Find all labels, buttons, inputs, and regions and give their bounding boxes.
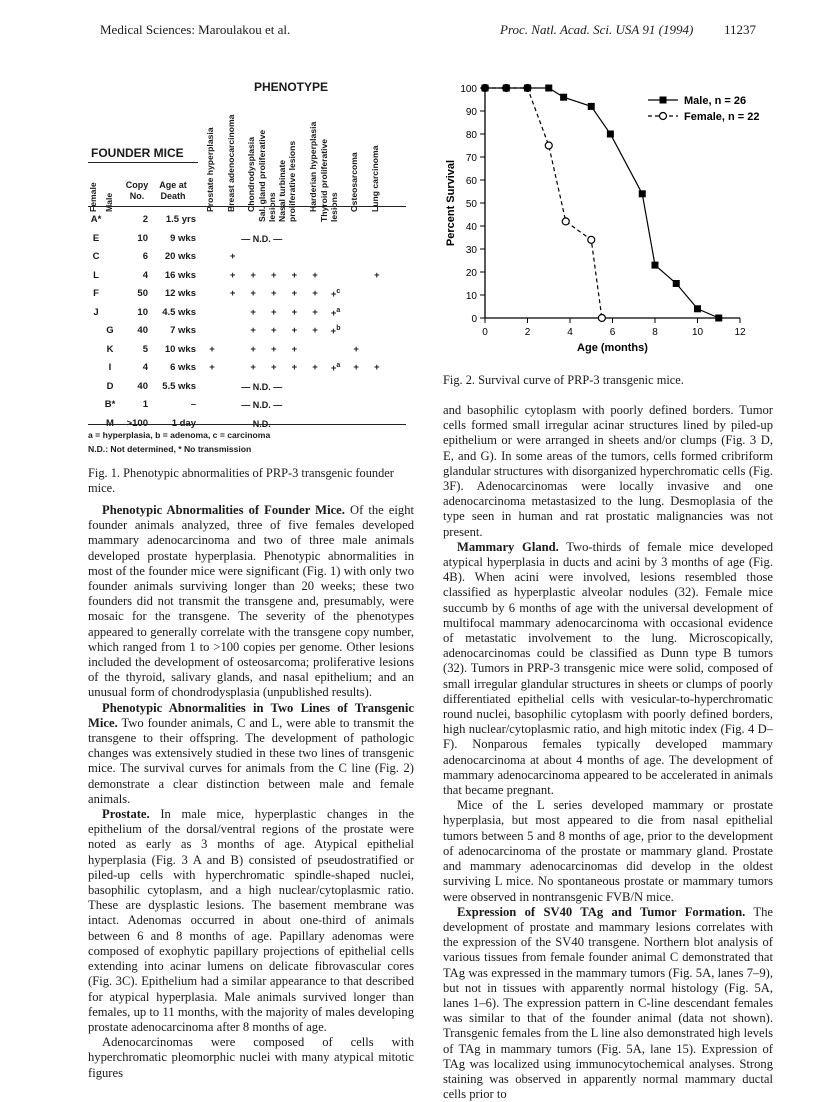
column-header-line: No. [129, 191, 145, 201]
x-axis-label: Age (months) [577, 342, 648, 354]
paragraph [443, 403, 773, 540]
figure2-survival-chart [440, 78, 770, 368]
phenotype-title: PHENOTYPE [254, 80, 329, 94]
phenotype-mark-text: + [291, 325, 298, 336]
age-at-death: – [190, 399, 196, 410]
copy-number: 40 [137, 380, 148, 392]
phenotype-mark [264, 288, 284, 299]
section-heading: Expression of SV40 TAg and Tumor Formation. [457, 904, 746, 919]
phenotype-mark [305, 270, 325, 281]
phenotype-mark-text: + [271, 269, 277, 281]
phenotype-mark [264, 362, 284, 373]
age-at-death: 16 wks [164, 269, 196, 281]
y-tick-label: 100 [460, 84, 477, 95]
phenotype-header: Sal. gland proliferative lesions [256, 129, 277, 222]
paragraph-text: Two-thirds of female mice developed atypical hyperplasia in ducts and acini by 3 months of age (Fig. 4B). When acini were involved, lesions resembled those classified as hyperplastic alveolar nodules (32). Female mice succumb by 6 months of age with the universal development of multifocal mammary adenocarcinoma with occasional evidence of metastatic involvement to the lung. Microscopically, adenocarcinomas could be classified as Dunn type B tumors (32). Tumors in PRP-3 transgenic mice were solid, composed of small irregular glandular structures in sheets or clumps of poorly differentiated epithelial cells with vesicular-to-hyperchromatic round nuclei, basophilic cytoplasm with poorly defined borders, high nuclear/cytoplasmic ratio, and high mitotic index (Fig. 4 D–F). Nonparous females typically developed mammary adenocarcinoma at about 4 months of age. The development of mammary adenocarcinoma appeared to be accelerated in animals that became pregnant. [443, 539, 773, 798]
figure1-table [84, 80, 414, 460]
phenotype-mark [284, 307, 304, 318]
phenotype-mark [305, 307, 325, 318]
phenotype-mark-text: + [291, 306, 298, 318]
female-id: F [93, 288, 99, 299]
section-heading: Prostate. [102, 807, 150, 822]
phenotype-mark [326, 362, 346, 374]
phenotype-mark [326, 325, 346, 337]
phenotype-mark-text: + [291, 288, 298, 299]
male-data-point [560, 94, 567, 101]
copy-number: 40 [137, 325, 148, 336]
phenotype-mark-text: + [271, 343, 277, 355]
phenotype-mark-text: + [209, 362, 215, 373]
age-at-death: 4.5 wks [162, 306, 196, 318]
phenotype-mark [305, 325, 325, 336]
paragraph-text: In male mice, hyperplastic changes in the epithelium of the dorsal/ventral regions of the prostate were noted as early as 3 months of age. Atypical epithelial hyperplasia (Fig. 3 A and B) consisted of pseudostratified or piled-up cells with hyperchromatic spindle-shaped nuclei, basophilic cytoplasm, and a high nuclear/cytoplasmic ratio. These are dysplastic lesions. The basement membrane was intact. Adenomas occurred in about one-third of animals between 6 and 8 months of age. Papillary adenomas were composed of exophytic papillary projections of epithelial cells extending into acinar lumens on delicate fibrovascular cores (Fig. 3C). Epithelium had a similar appearance to that described for atypical hyperplasia. Male animals survived longer than females, up to 11 months, with the majority of males developing prostate adenocarcinoma after 8 months of age. [88, 807, 414, 1034]
x-tick-label: 12 [734, 327, 746, 338]
male-data-point [673, 280, 680, 287]
x-tick-label: 8 [652, 327, 658, 338]
phenotype-mark-text: + [312, 306, 318, 318]
male-data-point [482, 85, 489, 92]
header-rule [88, 206, 406, 207]
paragraph [443, 798, 773, 904]
survival-chart-svg [440, 78, 770, 368]
journal-citation: Proc. Natl. Acad. Sci. USA 91 (1994) [500, 22, 694, 37]
phenotype-mark-text: + [312, 325, 318, 336]
paragraph [88, 503, 414, 701]
footnote-lesions: a = hyperplasia, b = adenoma, c = carcinoma [88, 430, 271, 440]
phenotype-mark [284, 270, 304, 281]
paragraph [88, 807, 414, 1035]
copy-number: 5 [142, 343, 148, 355]
column-header [152, 180, 194, 202]
phenotype-header: Prostate hyperplasia [205, 127, 215, 212]
phenotype-mark-text: + [353, 343, 359, 355]
paragraph-text: Adenocarcinomas were composed of cells with hyperchromatic pleomorphic nuclei with many atypical mitotic figures [88, 1035, 414, 1080]
phenotype-mark-text: +$^b$ [330, 325, 341, 338]
phenotype-mark [326, 288, 346, 300]
age-at-death: 6 wks [170, 362, 196, 373]
phenotype-header: Harderian hyperplasia [308, 121, 318, 212]
phenotype-mark [305, 362, 325, 373]
male-data-point [715, 315, 722, 322]
phenotype-mark [243, 325, 263, 336]
male-data-point [545, 85, 552, 92]
section-heading: Phenotypic Abnormalities in Two Lines of Transgenic Mice. [88, 700, 414, 730]
phenotype-mark [264, 270, 284, 281]
paragraph-text: The development of prostate and mammary lesions correlates with the expression of the SV40 transgene. Northern blot analysis of various tissues from female founder animal C demonstrated that TAg was expressed in the mammary tumors (Fig. 5A, lanes 7–9), but not in tissues with apparently normal histology (Fig. 5A, lanes 1–6). The expression pattern in C-line descendant females was similar to that of the founder animal (data not shown). Transgenic females from the L line also demonstrated high levels of TAg in mammary tumors (Fig. 5A, lane 15). Expression of TAg was localized using immunocytochemical analyses. Strong staining was observed in apparently normal mammary ductal cells prior to [443, 904, 773, 1102]
age-at-death: 9 wks [170, 232, 196, 244]
copy-number: 10 [137, 306, 148, 318]
copy-number: 10 [137, 232, 148, 244]
age-at-death: 1 day [171, 417, 196, 429]
copy-number: 4 [142, 362, 148, 373]
phenotype-mark-text: + [250, 306, 256, 318]
phenotype-header: Thyroid proliferative lesions [318, 138, 339, 222]
male-data-point [639, 190, 646, 197]
y-tick-label: 0 [471, 314, 477, 325]
age-at-death: 12 wks [164, 288, 196, 299]
age-at-death: 20 wks [164, 251, 196, 262]
phenotype-mark-text: + [374, 362, 380, 373]
copy-number: 4 [142, 269, 148, 281]
y-tick-label: 10 [465, 291, 477, 302]
male-id: B* [104, 399, 116, 410]
paragraph-text: Mice of the L series developed mammary or prostate hyperplasia, but most appeared to die from nasal epithelial tumors between 5 and 8 months of age, prior to the development of adenocarcinoma of the prostate or mammary gland. Prostate and mammary adenocarcinomas did develop in the oldest surviving L mice. No spontaneous prostate or mammary tumors were observed in nontransgenic FVB/N mice. [443, 798, 773, 904]
column-header-line: Copy [125, 180, 149, 190]
table-bottom-rule [88, 424, 406, 425]
phenotype-mark-text: + [250, 362, 256, 373]
y-tick-label: 60 [465, 176, 477, 187]
y-tick-label: 20 [465, 268, 477, 279]
column-header: Male [104, 192, 114, 212]
phenotype-mark [305, 288, 325, 299]
copy-number: >100 [126, 417, 148, 429]
legend-label: Female, n = 22 [684, 111, 760, 123]
phenotype-header: Nasal turbinate proliferative lesions [277, 140, 298, 222]
phenotype-mark [346, 344, 366, 355]
phenotype-mark [264, 344, 284, 355]
running-header-authors: Medical Sciences: Maroulakou et al. [100, 22, 291, 37]
phenotype-mark [202, 344, 222, 355]
section-heading: Phenotypic Abnormalities of Founder Mice. [102, 503, 345, 517]
phenotype-mark [326, 307, 346, 319]
phenotype-mark [243, 344, 263, 355]
female-id: C [92, 251, 100, 262]
not-determined-label: — N.D. — [241, 381, 283, 392]
phenotype-mark [367, 270, 387, 281]
legend-marker [660, 97, 667, 104]
phenotype-header: Osteosarcoma [349, 152, 360, 212]
paragraph [88, 701, 414, 807]
y-tick-label: 50 [465, 199, 477, 210]
phenotype-mark-text: + [271, 362, 277, 373]
not-determined-label: — N.D. — [241, 233, 283, 244]
phenotype-mark-text: + [229, 251, 236, 262]
paragraph-text: Two founder animals, C and L, were able to transmit the transgene to their offspring. The development of pathologic changes was extensively studied in these two lines of transgenic mice. The survival curves for animals from the C line (Fig. 2) demonstrate a clear distinction between male and female animals. [88, 715, 414, 806]
phenotype-mark-text: + [209, 343, 215, 355]
phenotype-mark-text: + [250, 325, 256, 336]
not-determined-label: — N.D. — [241, 400, 283, 410]
paragraph-text: Of the eight founder animals analyzed, three of five females developed mammary adenocarcinoma and two of three male animals developed prostate hyperplasia. Phenotypic abnormalities in most of the founder mice were significant (Fig. 1) with only two founder animals surviving longer than 20 weeks; these two founders did not transmit the transgene and, presumably, were mosaic for the transgene. The severity of the phenotypes appeared to generally correlate with the transgene copy number, which ranged from 1 to >100 copies per genome. Other lesions included the development of osteosarcoma; proliferative lesions of the thyroid, salivary glands, and nasal epithelium; and an unusual form of chondrodysplasia (unpublished results). [88, 503, 414, 700]
column-header-line: Death [160, 191, 186, 201]
running-header-journal [500, 22, 756, 38]
male-id: K [106, 343, 114, 355]
x-tick-label: 0 [482, 327, 488, 338]
phenotype-mark-text: + [250, 269, 256, 281]
column-header-line: Age at [159, 180, 187, 190]
female-id: E [92, 232, 100, 244]
phenotype-mark-text: + [229, 288, 236, 299]
phenotype-mark-text: + [312, 362, 318, 373]
male-data-point [694, 305, 701, 312]
y-tick-label: 90 [465, 107, 477, 118]
female-data-point [588, 236, 595, 243]
legend-marker [660, 113, 667, 120]
phenotype-mark [223, 288, 243, 299]
y-axis-label: Percent Survival [445, 159, 457, 247]
copy-number: 6 [142, 251, 148, 262]
founder-mice-title: FOUNDER MICE [91, 146, 184, 160]
phenotype-mark-text: + [312, 288, 318, 299]
age-at-death: 1.5 yrs [165, 214, 196, 225]
x-tick-label: 4 [567, 327, 573, 338]
phenotype-mark [264, 325, 284, 336]
female-data-point [545, 142, 552, 149]
y-tick-label: 80 [465, 130, 477, 141]
age-at-death: 5.5 wks [162, 380, 196, 392]
female-id: L [93, 269, 99, 281]
phenotype-mark [243, 362, 263, 373]
phenotype-mark-text: +$^a$ [330, 306, 341, 319]
male-data-point [588, 103, 595, 110]
y-tick-label: 30 [465, 245, 477, 256]
female-id: J [93, 306, 99, 318]
phenotype-header: Lung carcinoma [369, 145, 380, 212]
male-id: I [108, 362, 112, 373]
male-data-point [607, 131, 614, 138]
phenotype-mark [202, 362, 222, 373]
series-line [485, 88, 602, 318]
phenotype-mark-text: + [291, 269, 298, 281]
right-column-text [443, 403, 773, 1102]
male-data-point [503, 85, 510, 92]
phenotype-mark [346, 362, 366, 373]
footnote-nd: N.D.: Not determined, * No transmission [88, 444, 252, 454]
founder-title-rule [88, 162, 198, 163]
not-determined-label: — N.D. — [241, 418, 283, 429]
phenotype-mark-text: + [250, 343, 256, 355]
phenotype-mark [264, 307, 284, 318]
x-tick-label: 2 [524, 327, 531, 338]
page-number: 11237 [723, 22, 756, 37]
age-at-death: 10 wks [164, 343, 196, 355]
phenotype-mark [284, 362, 304, 373]
paragraph [88, 1035, 414, 1081]
figure1-caption: Fig. 1. Phenotypic abnormalities of PRP-3 transgenic founder mice. [88, 466, 394, 495]
figure2-caption: Fig. 2. Survival curve of PRP-3 transgenic mice. [443, 373, 684, 387]
section-heading: Mammary Gland. [457, 539, 559, 554]
phenotype-mark-text: + [271, 325, 277, 336]
paragraph-text: and basophilic cytoplasm with poorly defined borders. Tumor cells formed small irregular acinar structures lined by piled-up epithelium or were arranged in sheets and/or clumps (Fig. 3 D, E, and G). In some areas of the tumors, cells formed cribriform glandular structures with disorganized hyperchromatic cells (Fig. 3F). Adenocarcinomas were locally invasive and one adenocarcinoma metastasized to the lung. Desmoplasia of the type seen in human and rat prostatic malignancies was not present. [443, 403, 773, 539]
phenotype-mark [223, 251, 243, 262]
phenotype-header: Breast adenocarcinoma [225, 114, 236, 212]
phenotype-mark-text: +$^c$ [330, 288, 341, 301]
left-column-text [88, 503, 414, 1081]
phenotype-mark [367, 362, 387, 373]
x-tick-label: 6 [609, 327, 616, 338]
phenotype-mark [223, 270, 243, 281]
male-id: D [106, 380, 114, 392]
y-tick-label: 40 [465, 222, 477, 233]
phenotype-mark-text: + [374, 269, 380, 281]
phenotype-mark-text: +$^a$ [330, 362, 341, 375]
copy-number: 1 [142, 399, 148, 410]
age-at-death: 7 wks [170, 325, 196, 336]
phenotype-mark-text: + [271, 306, 277, 318]
female-data-point [562, 218, 569, 225]
male-id: M [106, 417, 114, 429]
phenotype-mark-text: + [291, 362, 298, 373]
phenotype-mark [243, 270, 263, 281]
copy-number: 50 [137, 288, 148, 299]
phenotype-header: Chondrodysplasia [246, 137, 257, 212]
phenotype-mark-text: + [229, 269, 236, 281]
female-id: A* [90, 214, 102, 225]
x-tick-label: 10 [691, 327, 704, 338]
phenotype-mark [284, 325, 304, 336]
male-id: G [106, 325, 114, 336]
phenotype-mark [243, 307, 263, 318]
phenotype-mark-text: + [271, 288, 277, 299]
copy-number: 2 [142, 214, 148, 225]
phenotype-mark-text: + [353, 362, 359, 373]
phenotype-mark [284, 288, 304, 299]
column-header: Female [88, 182, 98, 212]
male-data-point [652, 262, 659, 269]
phenotype-mark-text: + [250, 288, 256, 299]
male-data-point [524, 85, 531, 92]
phenotype-mark [243, 288, 263, 299]
paragraph [443, 540, 773, 798]
legend-label: Male, n = 26 [684, 95, 747, 107]
phenotype-mark-text: + [312, 269, 318, 281]
column-header [122, 180, 152, 202]
phenotype-mark [284, 344, 304, 355]
phenotype-mark-text: + [291, 343, 298, 355]
y-tick-label: 70 [465, 153, 477, 164]
female-data-point [598, 315, 605, 322]
paragraph [443, 905, 773, 1102]
